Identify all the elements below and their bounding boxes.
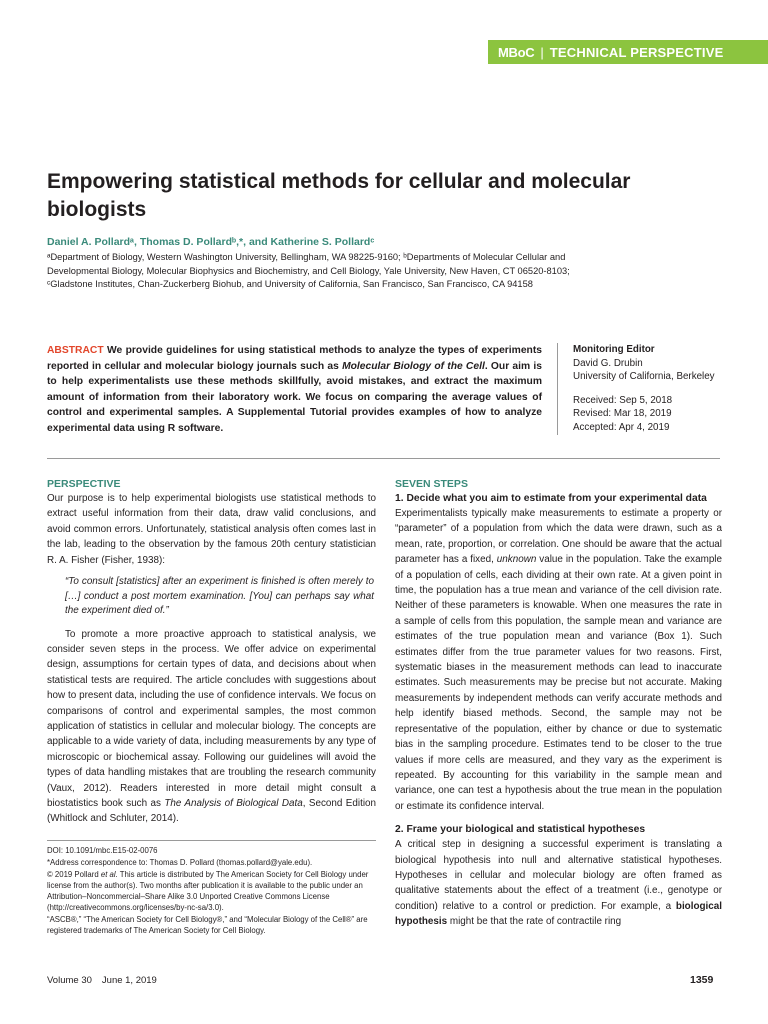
- abstract-heading: ABSTRACT: [47, 345, 104, 356]
- abstract: [47, 343, 542, 436]
- book-title: The Analysis of Biological Data: [164, 798, 303, 809]
- trademark-notice: “ASCB®,” “The American Society for Cell Biology®,” and “Molecular Biology of the Cell®” are registered trademarks of The American Society for Cell Biology.: [47, 915, 368, 935]
- footnotes: [47, 845, 376, 937]
- step-2-body: A critical step in designing a successful experiment is translating a biological hypothesis into null and alternative statistical hypotheses. Hypotheses in cellular and molecular biology are often framed as qualitative statements about the effect of a treatment (i.e., genotype or condition) relative to a control or prediction. For example, a biological hypothesis might be that the rate of contractile ring: [395, 839, 722, 928]
- editor-name: David G. Drubin: [573, 357, 643, 369]
- monitoring-editor-label: Monitoring Editor: [573, 344, 655, 355]
- author-list: Daniel A. Pollardᵃ, Thomas D. Pollardᵇ,*, and Katherine S. Pollardᶜ: [47, 236, 375, 248]
- abstract-text-2: . Our aim is to help experimentalists use these methods skillfully, avoid mistakes, and extract the maximum amount of information from their laboratory work. We focus on comparing the average values of control and experimental samples. A Supplemental Tutorial provides examples of how to analyze experimental data using R software.: [47, 360, 542, 434]
- issue-date: June 1, 2019: [101, 975, 157, 986]
- step-2-heading: 2. Frame your biological and statistical hypotheses: [395, 824, 646, 836]
- copyright-notice: © 2019 Pollard et al. This article is distributed by The American Society for Cell Biology under license from the author(s). Two months after publication it is available to the public under an Attribution–Noncommercial–Share Alike 3.0 Unported Creative Commons License (http://creativecommons.org/licenses/by-nc-sa/3.0).: [47, 870, 369, 912]
- abstract-divider: [557, 343, 558, 435]
- issue-info: [47, 975, 157, 986]
- doi: DOI: 10.1091/mbc.E15-02-0076: [47, 846, 158, 855]
- perspective-paragraph-2: To promote a more proactive approach to statistical analysis, we consider seven steps in the process. We offer advice on experimental design, assumptions for certain types of data, and decisions about when statistical tests are required. The article concludes with suggestions about how to present data, including the use of confidence intervals. We focus on comparisons of control and experimental samples, the most common application of statistics in cellular and molecular biology. The concepts are applicable to a wide variety of data, including measurements by any type of microscopic or biochemical assay. Following our guidelines will avoid the types of data handling mistakes that are troubling the research community (Vaux, 2012). Readers interested in more detail might consult a biostatistics book such as The Analysis of Biological Data, Second Edition (Whitlock and Schluter, 2014).: [47, 628, 377, 825]
- page-number: 1359: [690, 974, 714, 986]
- step-1-heading: 1. Decide what you aim to estimate from your experimental data: [395, 493, 707, 504]
- step-1-body: Experimentalists typically make measurements to estimate a property or “parameter” of a population from which the data were drawn, such as a mean, rate, proportion, or correlation. One should be aware that the actual parameter has a fixed, unknown value in the population. Take the example of a population of cells, each dividing at their own rate. At a given point in time, the population has a true mean and variance of the cell division rate. Neither of these parameters is knowable. When one measures the rate in a sample of cells from this population, the sample mean and variance are estimates of the true population mean and variance (Box 1). Such estimates differ from the true parameter values for two reasons. First, systematic biases in the measurement methods can lead to inaccurate estimates. Such measurements may be precise but not accurate. Making measurements by independent methods can verify accurate methods and help identify biased methods. Second, the sample may not be representative of the population, either by chance or due to systematic bias in the sampling procedure. Estimates tend to be closer to the true values if more cells are measured, and they vary as the experiment is repeated. By accounting for this variability in the sample mean and variance, one can test a hypothesis about the true mean in the population or estimate its confidence interval.: [395, 508, 722, 812]
- revised-date: Revised: Mar 18, 2019: [573, 408, 672, 419]
- abstract-text-1: We provide guidelines for using statistical methods to analyze the types of experiments reported in cellular and molecular biology journals such as: [47, 345, 542, 372]
- right-column: [395, 477, 722, 930]
- editor-sidebar: [573, 343, 753, 434]
- seven-steps-heading: SEVEN STEPS: [395, 478, 468, 490]
- accepted-date: Accepted: Apr 4, 2019: [573, 421, 670, 433]
- perspective-paragraph-1: Our purpose is to help experimental biologists use statistical methods to extract useful information from their data, draw valid conclusions, and avoid common errors. Unfortunately, statistical analysis often comes last in the lab, leading to the observation by the famous 20th century statistician R. A. Fisher (Fisher, 1938):: [47, 493, 376, 566]
- fisher-quote: “To consult [statistics] after an experiment is finished is often merely to […] conduct a post mortem examination. [You] can perhaps say what the experiment died of.”: [65, 576, 374, 617]
- header-divider: [47, 458, 720, 459]
- banner-separator: |: [540, 44, 544, 60]
- journal-logo: MBoC: [498, 44, 535, 60]
- footnote-divider: [47, 840, 376, 841]
- correspondence-address: *Address correspondence to: Thomas D. Pollard (thomas.pollard@yale.edu).: [47, 858, 313, 867]
- editor-affiliation: University of California, Berkeley: [573, 371, 715, 382]
- volume: Volume 30: [47, 975, 92, 986]
- article-type-label: TECHNICAL PERSPECTIVE: [549, 44, 724, 60]
- received-date: Received: Sep 5, 2018: [573, 394, 673, 406]
- journal-name: Molecular Biology of the Cell: [342, 360, 485, 372]
- affiliations: ᵃDepartment of Biology, Western Washington University, Bellingham, WA 98225-9160; ᵇDepartments of Molecular Cellular and Developmental Biology, Molecular Biophysics and Biochemistry, and Cell Biology, Yale University, New Haven, CT 06520-8103; ᶜGladstone Institutes, Chan-Zuckerberg Biohub, and University of California, San Francisco, San Francisco, CA 94158: [47, 252, 570, 289]
- perspective-heading: PERSPECTIVE: [47, 478, 121, 490]
- left-column: [47, 477, 376, 827]
- journal-banner: [488, 40, 768, 64]
- article-title: Empowering statistical methods for cellular and molecular biologists: [47, 170, 631, 221]
